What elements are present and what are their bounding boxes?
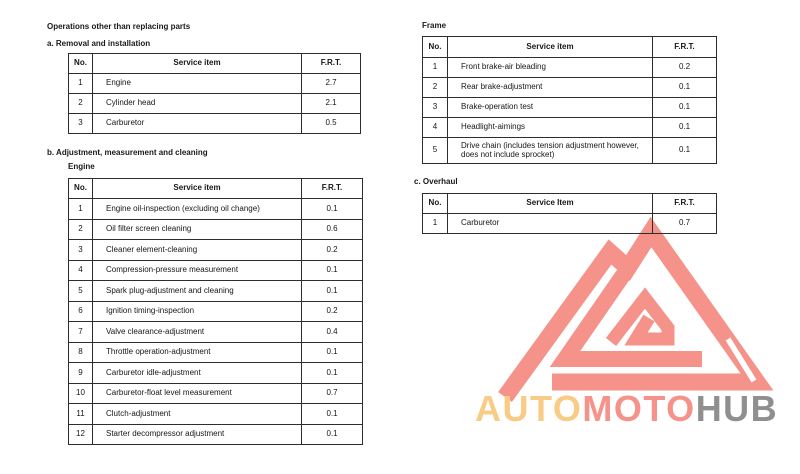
table-row [69, 199, 363, 220]
item-cell: Starter decompressor adjustment [93, 424, 302, 445]
no-cell: 1 [423, 214, 448, 234]
wordmark-auto: AUTO [475, 388, 583, 429]
item-cell: Carburetor [448, 214, 653, 234]
no-cell: 3 [69, 114, 93, 134]
table-row [69, 322, 363, 343]
frt-cell: 0.1 [302, 424, 363, 445]
no-cell: 6 [69, 301, 93, 322]
no-cell: 5 [69, 281, 93, 302]
service-item-header: Service item [448, 37, 653, 58]
table-row [69, 383, 363, 404]
table-row [423, 98, 717, 118]
frt-cell: 0.1 [653, 98, 717, 118]
engine-adjustment-table [68, 178, 363, 445]
item-cell: Cleaner element-cleaning [93, 240, 302, 261]
table-row [423, 58, 717, 78]
item-cell: Throttle operation-adjustment [93, 342, 302, 363]
no-cell: 3 [69, 240, 93, 261]
item-cell: Valve clearance-adjustment [93, 322, 302, 343]
frt-cell: 0.1 [302, 260, 363, 281]
table-row [69, 301, 363, 322]
no-cell: 11 [69, 404, 93, 425]
frt-header: F.R.T. [653, 194, 717, 214]
no-cell: 10 [69, 383, 93, 404]
frt-header: F.R.T. [302, 179, 363, 199]
table-row [69, 363, 363, 384]
no-cell: 4 [423, 118, 448, 138]
table-row [69, 260, 363, 281]
logo-center-spiral-path [611, 298, 668, 342]
no-header: No. [423, 37, 448, 58]
item-cell: Engine [93, 74, 302, 94]
item-cell: Rear brake-adjustment [448, 78, 653, 98]
item-cell: Ignition timing-inspection [93, 301, 302, 322]
frt-cell: 0.2 [302, 301, 363, 322]
no-cell: 1 [69, 199, 93, 220]
frt-cell: 0.1 [653, 118, 717, 138]
frt-header: F.R.T. [653, 37, 717, 58]
no-cell: 12 [69, 424, 93, 445]
frt-header: F.R.T. [302, 54, 361, 74]
service-item-header: Service item [93, 179, 302, 199]
wordmark-moto: MOTO [582, 388, 696, 429]
table-row [423, 138, 717, 164]
frt-cell: 0.1 [302, 199, 363, 220]
no-cell: 9 [69, 363, 93, 384]
no-cell: 2 [69, 219, 93, 240]
item-cell: Spark plug-adjustment and cleaning [93, 281, 302, 302]
frt-cell: 0.1 [302, 404, 363, 425]
table-row [69, 74, 361, 94]
no-cell: 1 [423, 58, 448, 78]
item-cell: Carburetor [93, 114, 302, 134]
section-a-label: a. Removal and installation [47, 39, 151, 48]
table-row [69, 424, 363, 445]
table-header-row [69, 179, 363, 199]
page-title: Operations other than replacing parts [47, 22, 191, 31]
service-item-header: Service Item [448, 194, 653, 214]
table-header-row [423, 37, 717, 58]
item-cell: Headlight-aimings [448, 118, 653, 138]
overhaul-table [422, 193, 717, 234]
no-cell: 3 [423, 98, 448, 118]
table-row [69, 404, 363, 425]
item-cell: Compression-pressure measurement [93, 260, 302, 281]
no-cell: 7 [69, 322, 93, 343]
table-row [423, 214, 717, 234]
section-b-label: b. Adjustment, measurement and cleaning [47, 148, 208, 157]
frt-cell: 2.7 [302, 74, 361, 94]
frt-cell: 0.2 [653, 58, 717, 78]
table-row [69, 114, 361, 134]
service-item-header: Service item [93, 54, 302, 74]
table-row [423, 118, 717, 138]
table-row [69, 281, 363, 302]
no-header: No. [69, 54, 93, 74]
frt-cell: 0.5 [302, 114, 361, 134]
no-cell: 5 [423, 138, 448, 164]
frt-cell: 0.7 [653, 214, 717, 234]
item-cell: Clutch-adjustment [93, 404, 302, 425]
table-header-row [423, 194, 717, 214]
table-row [69, 219, 363, 240]
item-cell: Engine oil-inspection (excluding oil change) [93, 199, 302, 220]
frt-cell: 0.1 [302, 342, 363, 363]
item-cell: Drive chain (includes tension adjustment however, does not include sprocket) [448, 138, 653, 164]
no-cell: 4 [69, 260, 93, 281]
removal-installation-table [68, 53, 361, 134]
item-cell: Cylinder head [93, 94, 302, 114]
no-cell: 8 [69, 342, 93, 363]
frt-cell: 2.1 [302, 94, 361, 114]
item-cell: Front brake-air bleading [448, 58, 653, 78]
no-header: No. [69, 179, 93, 199]
automotohub-wordmark [475, 388, 779, 429]
frt-cell: 0.1 [653, 78, 717, 98]
table-header-row [69, 54, 361, 74]
table-row [69, 342, 363, 363]
frt-cell: 0.4 [302, 322, 363, 343]
no-header: No. [423, 194, 448, 214]
item-cell: Oil filter screen cleaning [93, 219, 302, 240]
table-row [423, 78, 717, 98]
wordmark-hub: HUB [695, 388, 779, 429]
frt-cell: 0.2 [302, 240, 363, 261]
frt-cell: 0.1 [302, 281, 363, 302]
frt-cell: 0.1 [653, 138, 717, 164]
section-c-label: c. Overhaul [414, 177, 458, 186]
no-cell: 2 [423, 78, 448, 98]
item-cell: Carburetor idle-adjustment [93, 363, 302, 384]
no-cell: 1 [69, 74, 93, 94]
frt-cell: 0.7 [302, 383, 363, 404]
item-cell: Carburetor-float level measurement [93, 383, 302, 404]
frt-cell: 0.1 [302, 363, 363, 384]
section-b-sublabel-engine: Engine [68, 162, 95, 171]
no-cell: 2 [69, 94, 93, 114]
frame-table [422, 36, 717, 164]
frame-label: Frame [422, 21, 447, 30]
frt-cell: 0.6 [302, 219, 363, 240]
table-row [69, 94, 361, 114]
item-cell: Brake-operation test [448, 98, 653, 118]
table-row [69, 240, 363, 261]
